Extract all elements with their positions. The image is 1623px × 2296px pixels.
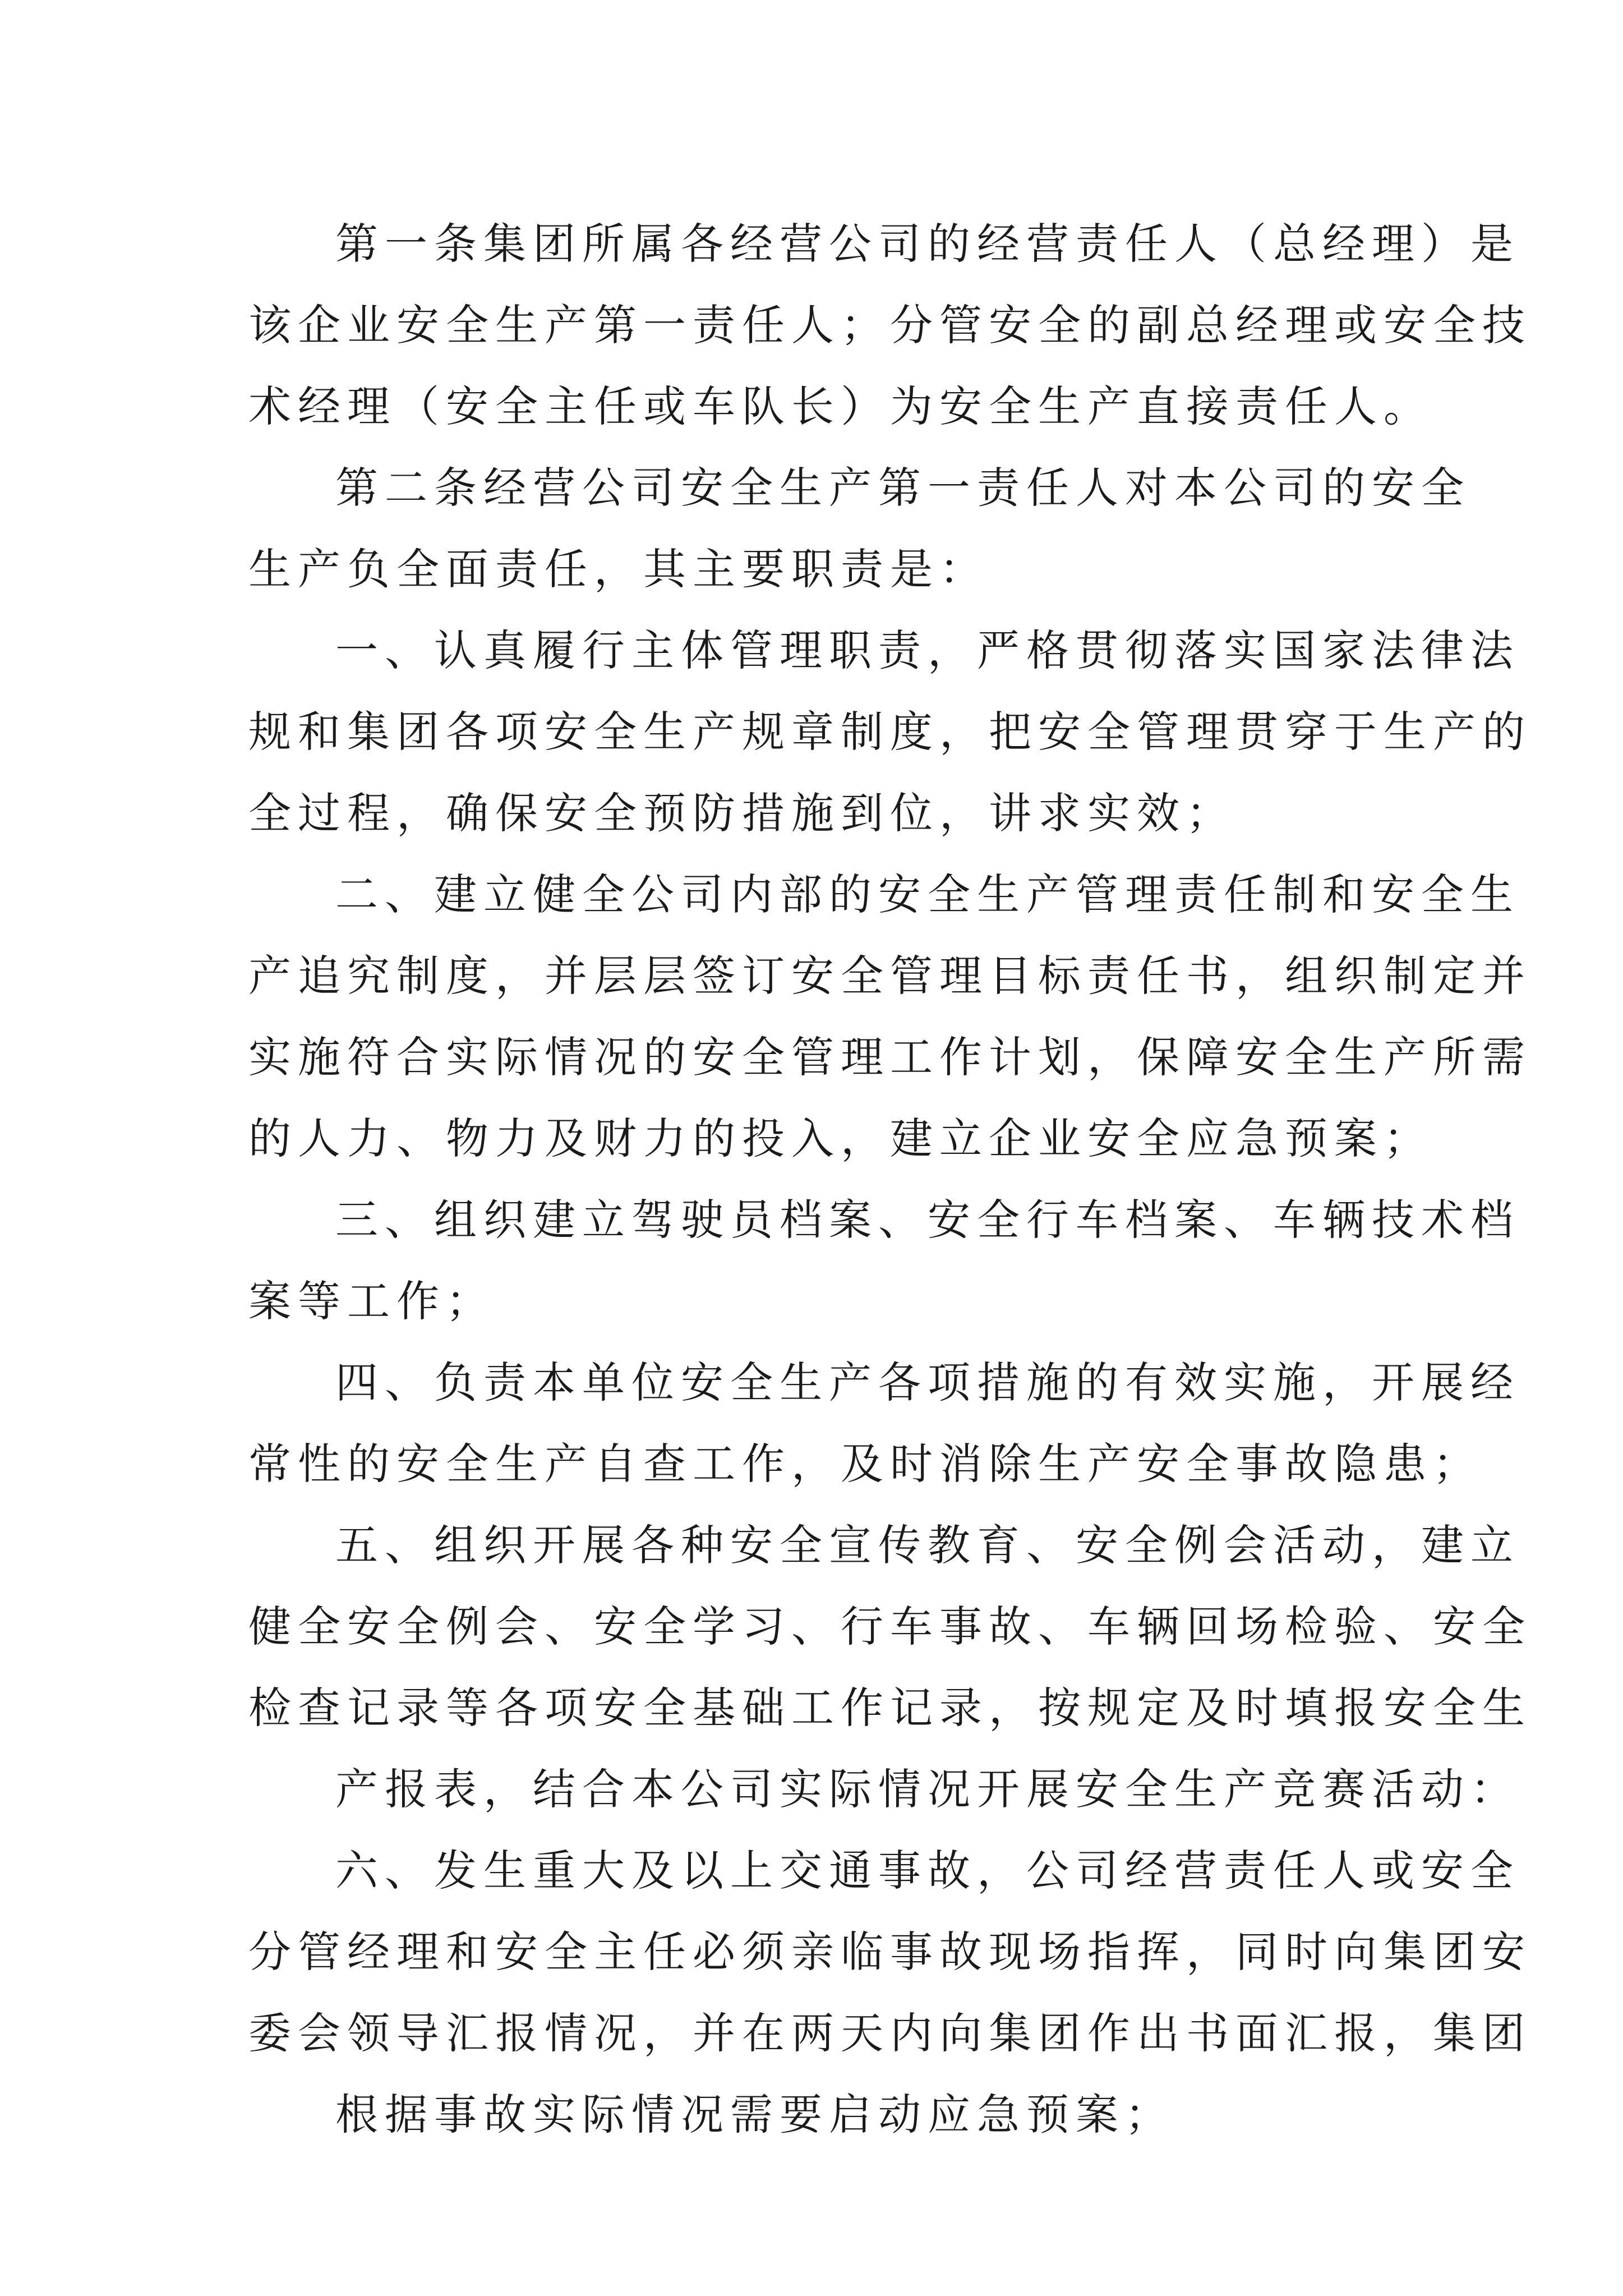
text-line: 规和集团各项安全生产规章制度，把安全管理贯穿于生产的 xyxy=(248,707,1532,757)
text-line: 一、认真履行主体管理职责，严格贯彻落实国家法律法 xyxy=(335,625,1520,675)
text-line: 分管经理和安全主任必须亲临事故现场指挥，同时向集团安 xyxy=(248,1927,1532,1977)
text-line: 委会领导汇报情况，并在两天内向集团作出书面汇报，集团 xyxy=(248,2008,1532,2058)
text-line: 产报表，结合本公司实际情况开展安全生产竞赛活动： xyxy=(335,1764,1520,1814)
text-line: 生产负全面责任，其主要职责是： xyxy=(248,544,989,594)
text-line: 常性的安全生产自查工作，及时消除生产安全事故隐患； xyxy=(248,1439,1482,1489)
text-line: 全过程，确保安全预防措施到位，讲求实效； xyxy=(248,788,1235,838)
text-line: 产追究制度，并层层签订安全管理目标责任书，组织制定并 xyxy=(248,951,1532,1001)
text-line: 术经理（安全主任或车队长）为安全生产直接责任人。 xyxy=(248,381,1433,431)
text-line: 健全安全例会、安全学习、行车事故、车辆回场检验、安全 xyxy=(248,1602,1532,1651)
text-line: 检查记录等各项安全基础工作记录，按规定及时填报安全生 xyxy=(248,1683,1532,1733)
text-line: 案等工作； xyxy=(248,1276,495,1326)
text-line: 四、负责本单位安全生产各项措施的有效实施，开展经 xyxy=(335,1358,1520,1407)
text-line: 六、发生重大及以上交通事故，公司经营责任人或安全 xyxy=(335,1846,1520,1895)
text-line: 该企业安全生产第一责任人；分管安全的副总经理或安全技 xyxy=(248,300,1532,350)
text-line: 实施符合实际情况的安全管理工作计划，保障安全生产所需 xyxy=(248,1032,1532,1082)
text-line: 的人力、物力及财力的投入，建立企业安全应急预案； xyxy=(248,1114,1433,1163)
text-line: 第二条经营公司安全生产第一责任人对本公司的安全 xyxy=(335,463,1470,513)
text-line: 第一条集团所属各经营公司的经营责任人（总经理）是 xyxy=(335,219,1520,269)
text-line: 三、组织建立驾驶员档案、安全行车档案、车辆技术档 xyxy=(335,1195,1520,1245)
text-line: 根据事故实际情况需要启动应急预案； xyxy=(335,2090,1174,2139)
text-line: 五、组织开展各种安全宣传教育、安全例会活动，建立 xyxy=(335,1520,1520,1570)
text-line: 二、建立健全公司内部的安全生产管理责任制和安全生 xyxy=(335,869,1520,919)
